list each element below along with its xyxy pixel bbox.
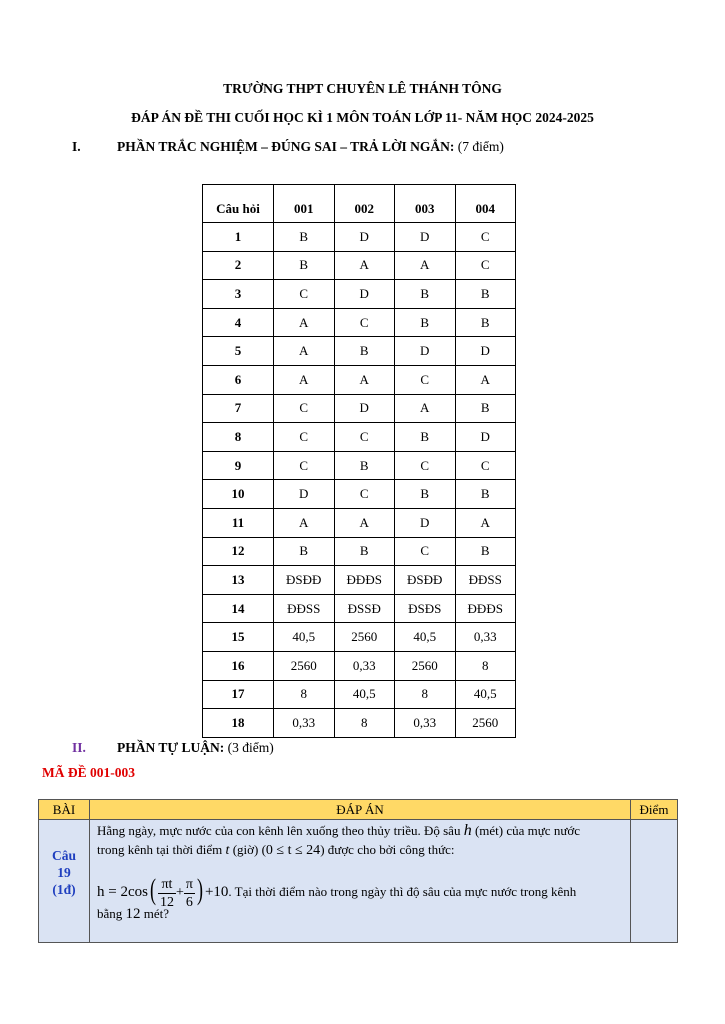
school-name: TRƯỜNG THPT CHUYÊN LÊ THÁNH TÔNG [223, 81, 502, 96]
fraction-pi-t-12: $\frac{\pi t}{12}$ [159, 876, 174, 910]
header-bai: BÀI [39, 800, 90, 820]
question-number-cell: 10 [203, 480, 274, 509]
question-word: Câu [51, 848, 76, 863]
question-number-cell: 18 [203, 709, 274, 738]
answer-cell: B [274, 223, 335, 252]
answer-cell: C [455, 223, 516, 252]
answer-cell: ĐĐSS [455, 566, 516, 595]
section-1-title: PHẦN TRẮC NGHIỆM – ĐÚNG SAI – TRẢ LỜI NGẮN: [117, 139, 455, 154]
answer-row [203, 537, 516, 566]
answer-cell: D [455, 337, 516, 366]
answer-cell: A [274, 308, 335, 337]
answer-row [203, 623, 516, 652]
question-number-cell: 7 [203, 394, 274, 423]
answer-cell: B [334, 451, 395, 480]
answer-cell: C [455, 251, 516, 280]
answer-cell: ĐSSĐ [334, 594, 395, 623]
answer-cell: A [334, 251, 395, 280]
question-number-cell: 9 [203, 451, 274, 480]
answer-cell: 40,5 [455, 680, 516, 709]
answer-row [203, 451, 516, 480]
question-number-cell: 16 [203, 651, 274, 680]
answer-content-cell [90, 820, 631, 943]
answer-row [203, 566, 516, 595]
answer-cell: D [395, 337, 456, 366]
document-title: ĐÁP ÁN ĐỀ THI CUỐI HỌC KÌ 1 MÔN TOÁN LỚP 11- NĂM HỌC 2024-2025 [131, 110, 594, 125]
var-h: h [463, 822, 472, 839]
answer-cell: D [455, 423, 516, 452]
answer-cell: B [395, 480, 456, 509]
answer-row [203, 337, 516, 366]
answer-cell: B [455, 537, 516, 566]
answer-cell: 40,5 [395, 623, 456, 652]
answer-cell: A [334, 365, 395, 394]
depth-value: 12 [125, 906, 141, 922]
question-number-cell: 17 [203, 680, 274, 709]
answer-cell: C [274, 451, 335, 480]
answer-cell: ĐĐSS [274, 594, 335, 623]
answer-cell: D [395, 508, 456, 537]
answer-cell: D [334, 280, 395, 309]
answer-cell: 40,5 [274, 623, 335, 652]
answer-cell: C [334, 480, 395, 509]
answer-cell: A [274, 337, 335, 366]
answer-cell: B [395, 423, 456, 452]
header-question: Câu hỏi [203, 185, 274, 223]
answer-cell: 8 [334, 709, 395, 738]
question-number-cell: 8 [203, 423, 274, 452]
answer-cell: A [274, 365, 335, 394]
question-label-cell [39, 820, 90, 943]
answer-cell: 0,33 [274, 709, 335, 738]
answer-cell: D [395, 223, 456, 252]
header-dap-an: ĐÁP ÁN [90, 800, 631, 820]
answer-cell: ĐĐĐS [455, 594, 516, 623]
answer-cell: B [334, 337, 395, 366]
answer-cell: C [274, 423, 335, 452]
header-code-003: 003 [395, 185, 456, 223]
essay-table [38, 799, 678, 943]
answer-cell: B [395, 308, 456, 337]
formula-tail: +10 [204, 884, 229, 900]
answer-row [203, 365, 516, 394]
answer-cell: C [274, 280, 335, 309]
answer-cell: D [274, 480, 335, 509]
answer-cell: 0,33 [395, 709, 456, 738]
answer-row [203, 508, 516, 537]
answer-cell: B [395, 280, 456, 309]
answer-cell: 0,33 [334, 651, 395, 680]
answer-cell: C [395, 537, 456, 566]
answer-cell: B [274, 251, 335, 280]
question-number-cell: 15 [203, 623, 274, 652]
question-number-cell: 3 [203, 280, 274, 309]
answer-cell: 8 [395, 680, 456, 709]
problem-line-2: trong kênh tại thời điểm t (giờ) (0 ≤ t ≤ 24) được cho bởi công thức: [97, 842, 455, 858]
fraction-pi-6: $\frac{\pi}{6}$ [185, 876, 193, 910]
answer-cell: ĐSĐĐ [274, 566, 335, 595]
answer-cell: A [274, 508, 335, 537]
formula-line: h = 2cos( $\frac{\pi t}{12}$ + $\frac{\pi}{6}$ ) +10. Tại thời điểm nào trong ngày thì độ sâu của mực nước trong kênh [97, 873, 577, 910]
answer-cell: C [274, 394, 335, 423]
exam-code: MÃ ĐỀ 001-003 [42, 765, 135, 780]
answer-cell: 2560 [455, 709, 516, 738]
question-number-cell: 1 [203, 223, 274, 252]
answer-cell: 2560 [334, 623, 395, 652]
essay-header-row [39, 800, 678, 820]
question-number-cell: 12 [203, 537, 274, 566]
answer-row [203, 280, 516, 309]
answer-cell: B [274, 537, 335, 566]
answer-row [203, 308, 516, 337]
answer-row [203, 223, 516, 252]
question-number: 19 [57, 865, 71, 880]
points-cell [631, 820, 678, 943]
section-2-title: PHẦN TỰ LUẬN: [117, 740, 225, 755]
answer-row [203, 251, 516, 280]
answer-cell: A [395, 251, 456, 280]
problem-line-1: Hằng ngày, mực nước của con kênh lên xuống theo thủy triều. Độ sâu h (mét) của mực nước [97, 822, 581, 839]
answer-cell: C [334, 423, 395, 452]
header-code-004: 004 [455, 185, 516, 223]
answer-cell: 40,5 [334, 680, 395, 709]
question-number-cell: 14 [203, 594, 274, 623]
answer-row [203, 709, 516, 738]
answer-cell: 2560 [274, 651, 335, 680]
question-number-cell: 11 [203, 508, 274, 537]
essay-row [39, 820, 678, 943]
section-2-points: (3 điểm) [224, 740, 274, 755]
answer-cell: B [455, 280, 516, 309]
answer-cell: B [455, 480, 516, 509]
answer-row [203, 651, 516, 680]
problem-line-4: bằng 12 mét? [97, 906, 170, 922]
answer-cell: A [455, 508, 516, 537]
section-1-number: I. [72, 139, 81, 154]
answer-cell: 2560 [395, 651, 456, 680]
question-points: (1đ) [52, 882, 76, 897]
header-diem: Điểm [631, 800, 678, 820]
answer-cell: A [334, 508, 395, 537]
answer-cell: ĐSĐS [395, 594, 456, 623]
question-number-cell: 4 [203, 308, 274, 337]
question-number-cell: 6 [203, 365, 274, 394]
header-code-001: 001 [274, 185, 335, 223]
answer-cell: A [395, 394, 456, 423]
question-number-cell: 5 [203, 337, 274, 366]
answer-table [202, 184, 516, 738]
answer-cell: B [455, 394, 516, 423]
answer-row [203, 480, 516, 509]
question-number-cell: 13 [203, 566, 274, 595]
answer-cell: 8 [274, 680, 335, 709]
section-1-points: (7 điểm) [454, 139, 504, 154]
answer-cell: B [334, 537, 395, 566]
answer-row [203, 680, 516, 709]
answer-row [203, 394, 516, 423]
answer-cell: C [395, 365, 456, 394]
header-code-002: 002 [334, 185, 395, 223]
answer-row [203, 594, 516, 623]
answer-cell: C [455, 451, 516, 480]
var-t: t [225, 843, 230, 858]
answer-row [203, 423, 516, 452]
answer-cell: A [455, 365, 516, 394]
question-number-cell: 2 [203, 251, 274, 280]
answer-cell: B [455, 308, 516, 337]
time-condition: 0 ≤ t ≤ 24 [265, 843, 321, 858]
section-2-number: II. [72, 740, 86, 755]
answer-cell: 0,33 [455, 623, 516, 652]
answer-cell: D [334, 223, 395, 252]
answer-cell: ĐĐĐS [334, 566, 395, 595]
answer-cell: 8 [455, 651, 516, 680]
answer-table-header-row [203, 185, 516, 223]
answer-cell: D [334, 394, 395, 423]
formula-lhs: h = 2cos [97, 884, 148, 900]
answer-cell: ĐSĐĐ [395, 566, 456, 595]
answer-cell: C [395, 451, 456, 480]
answer-cell: C [334, 308, 395, 337]
